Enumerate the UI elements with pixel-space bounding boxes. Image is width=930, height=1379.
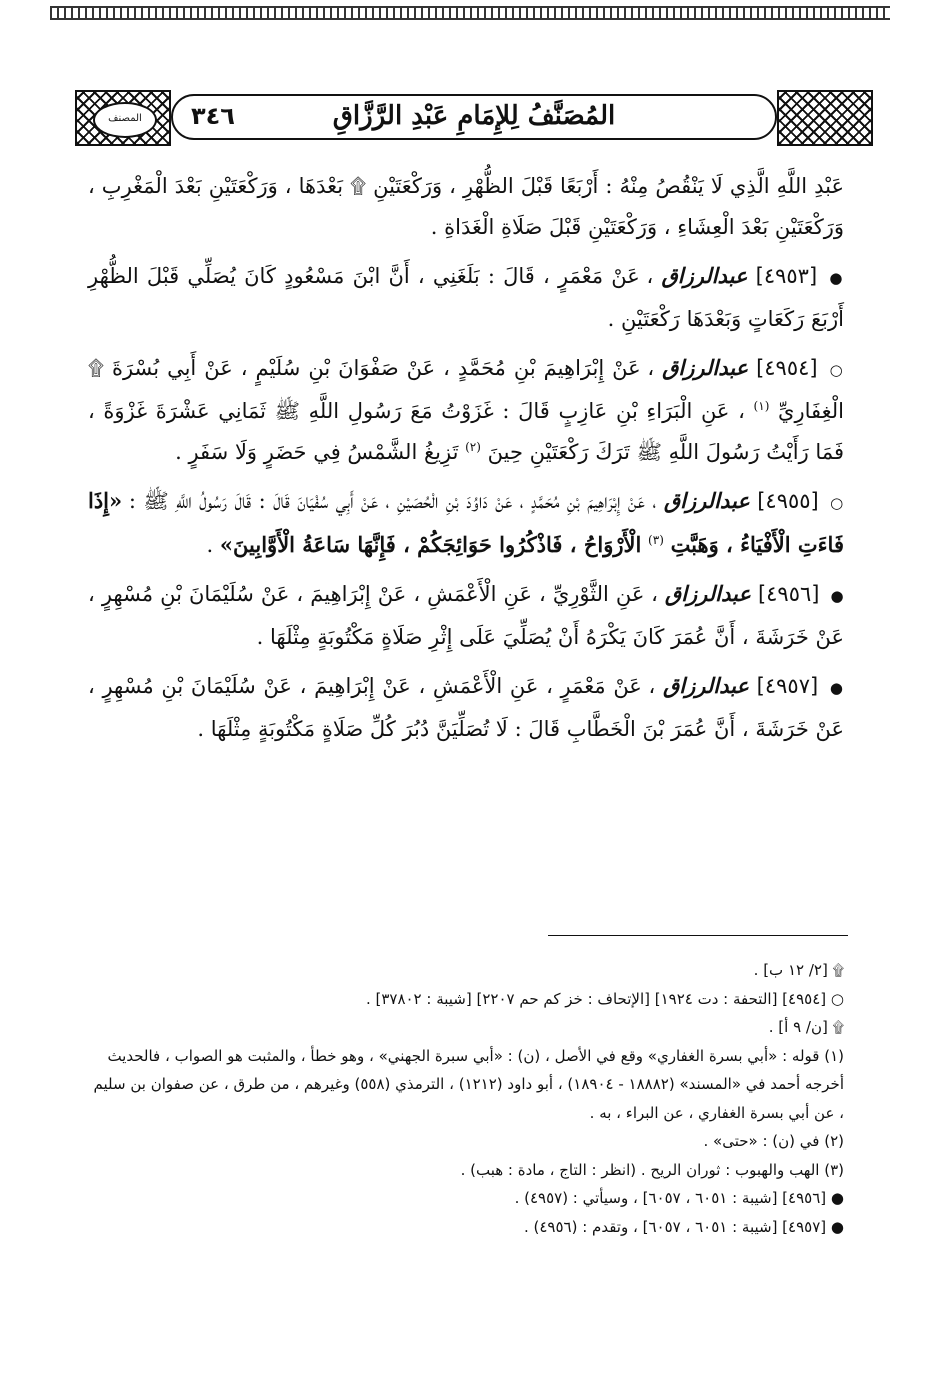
hadith-4955 xyxy=(88,480,844,566)
main-text xyxy=(88,166,844,757)
hadith-text: ، عَنِ الثَّوْرِيِّ ، عَنِ الْأَعْمَشِ ، عَنْ إِبْرَاهِيمَ ، عَنْ سُلَيْمَانَ بْنِ مُسْهِرٍ ، عَنْ خَرَشَةَ ، أَنَّ عُمَرَ كَانَ يَكْرَهُ أَنْ يُصَلِّيَ عَلَى إِثْرِ صَلَاةٍ مَكْتُوبَةٍ مِثْلَهَا . xyxy=(88,582,844,649)
page-header xyxy=(75,90,873,146)
footnote-ref[interactable]: (١) xyxy=(753,399,770,413)
hadith-text: ، عَنْ مَعْمَرٍ ، قَالَ : بَلَغَنِي ، أَنَّ ابْنَ مَسْعُودٍ كَانَ يُصَلِّي قَبْلَ الظُّهْرِ أَرْبَعَ رَكَعَاتٍ وَبَعْدَهَا رَكْعَتَيْنِ . xyxy=(88,264,844,331)
footnote-line: (٣) الهب والهبوب : ثوران الريح . (انظر : التاج ، مادة : هبب) . xyxy=(460,1160,844,1179)
page-title: المُصَنَّفُ لِلإِمَامِ عَبْدِ الرَّزَّاقِ xyxy=(332,101,616,131)
hadith-number: [٤٩٥٥] xyxy=(757,489,819,513)
narrator-name: عبدالرزاق xyxy=(662,355,749,380)
narrator-name: عبدالرزاق xyxy=(662,673,749,698)
sentence-end: . xyxy=(206,533,214,557)
prophetic-quote: الْأَرْوَاحُ ، فَاذْكُرُوا حَوَائِجَكُمْ ، فَإِنَّهَا سَاعَةُ الْأَوَّابِينَ» xyxy=(219,532,642,557)
hadith-text: ، عَنِ الْبَرَاءِ بْنِ عَازِبٍ قَالَ : غَزَوْتُ مَعَ رَسُولِ اللَّهِ ﷺ ثَمَانِي عَشْرَةَ غَزْوَةً ، فَمَا رَأَيْتُ رَسُولَ اللَّهِ ﷺ تَرَكَ رَكْعَتَيْنِ حِينَ xyxy=(88,399,844,464)
footnote-line: ● [٤٩٥٦] [شيبة : ٦٠٥١ ، ٦٠٥٧] ، وسيأتي : (٤٩٥٧) . xyxy=(514,1189,844,1207)
prophetic-quote: «إِذَا فَاءَتِ الْأَفْيَاءُ ، وَهَبَّتِ xyxy=(88,488,844,557)
hadith-4957 xyxy=(88,665,844,750)
page-number: ٣٤٦ xyxy=(191,102,235,130)
continuation-paragraph: عَبْدِ اللَّهِ الَّذِي لَا يَنْقُصُ مِنْهُ : أَرْبَعًا قَبْلَ الظُّهْرِ ، وَرَكْعَتَيْنِ ۩ بَعْدَهَا ، وَرَكْعَتَيْنِ بَعْدَ الْمَغْرِبِ ، وَرَكْعَتَيْنِ بَعْدَ الْعِشَاءِ ، وَرَكْعَتَيْنِ قَبْلَ صَلَاةِ الْغَدَاةِ . xyxy=(88,174,844,239)
narrator-name: عبدالرزاق xyxy=(661,263,748,288)
bullet-marker: ○ xyxy=(830,494,844,512)
left-ornament xyxy=(75,90,171,146)
bullet-marker: ● xyxy=(830,587,844,605)
bullet-marker: ● xyxy=(829,269,844,287)
hadith-number: [٤٩٥٤] xyxy=(756,356,818,380)
footnotes xyxy=(88,956,844,1241)
hadith-text: ، عَنْ إِبْرَاهِيمَ بْنِ مُحَمَّدٍ ، عَنْ دَاوُدَ بْنِ الْحُصَيْنِ ، عَنْ أَبِي سُفْيَانَ قَالَ : قَالَ رَسُولُ اللَّهِ ﷺ : xyxy=(128,489,657,513)
footnote-line: ۩ [٢/ ١٢ ب] . xyxy=(753,961,844,979)
hadith-number: [٤٩٥٣] xyxy=(755,264,818,288)
footnote-line: ○ [٤٩٥٤] [التحفة : دت ١٩٢٤] [الإتحاف : خز كم حم ٢٢٠٧] [شيبة : ٣٧٨٠٢] . xyxy=(365,989,844,1008)
hadith-4953 xyxy=(88,255,844,340)
narrator-name: عبدالرزاق xyxy=(664,581,751,606)
footnote-ref[interactable]: (٣) xyxy=(648,533,664,547)
bullet-marker: ● xyxy=(829,679,844,697)
hadith-text: ، عَنْ إِبْرَاهِيمَ بْنِ مُحَمَّدٍ ، عَنْ صَفْوَانَ بْنِ سُلَيْمٍ ، عَنْ أَبِي بُسْرَةَ ۩ الْغِفَارِيِّ xyxy=(88,356,844,423)
hadith-4956 xyxy=(88,573,844,658)
bullet-marker: ○ xyxy=(829,361,844,379)
book-emblem: المصنف xyxy=(93,102,157,138)
right-ornament xyxy=(777,90,873,146)
hadith-text: تَزِيغُ الشَّمْسُ فِي حَضَرٍ وَلَا سَفَرٍ . xyxy=(175,440,459,464)
hadith-text: ، عَنْ مَعْمَرٍ ، عَنِ الْأَعْمَشِ ، عَنْ إِبْرَاهِيمَ ، عَنْ سُلَيْمَانَ بْنِ مُسْهِرٍ ، عَنْ خَرَشَةَ ، أَنَّ عُمَرَ بْنَ الْخَطَّابِ قَالَ : لَا تُصَلِّيَنَّ دُبُرَ كُلِّ صَلَاةٍ مَكْتُوبَةٍ مِثْلَهَا . xyxy=(88,674,844,741)
footnote-separator xyxy=(548,935,848,936)
footnote-line: ● [٤٩٥٧] [شيبة : ٦٠٥١ ، ٦٠٥٧] ، وتقدم : (٤٩٥٦) . xyxy=(523,1217,844,1236)
hadith-4954 xyxy=(88,347,844,473)
footnote-line: (٢) في (ن) : «حتى» . xyxy=(703,1132,844,1150)
top-border-ornament xyxy=(50,6,890,20)
footnote-line: ۩ [ن/ ٩ أ] . xyxy=(768,1018,844,1036)
footnote-line: (١) قوله : «أبي بسرة الغفاري» وقع في الأصل ، (ن) : «أبي سبرة الجهني» ، وهو خطأ ، والمثبت هو الصواب ، فالحديث أخرجه أحمد في «المسند» (١٨٨٨٢ - ١٨٩٠٤) ، أبو داود (١٢١٢) ، الترمذي (٥٥٨) وغيرهم ، من طرق ، عن صفوان بن سليم ، عن أبي بسرة الغفاري ، عن البراء ، به . xyxy=(93,1046,844,1122)
hadith-number: [٤٩٥٧] xyxy=(756,674,819,698)
footnote-ref[interactable]: (٢) xyxy=(465,440,481,454)
narrator-name: عبدالرزاق xyxy=(663,488,750,513)
title-box xyxy=(171,94,777,140)
hadith-number: [٤٩٥٦] xyxy=(757,582,820,606)
